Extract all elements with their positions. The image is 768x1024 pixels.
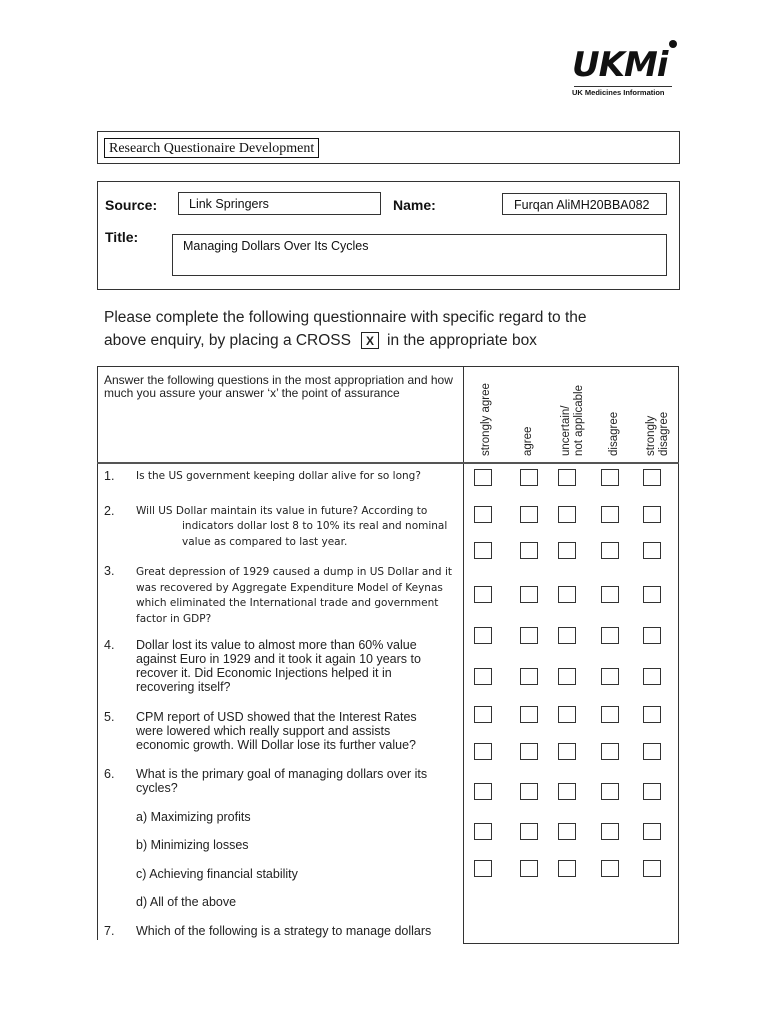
column-header-uncertain: uncertain/ xyxy=(560,405,572,456)
name-field[interactable]: Furqan AliMH20BBA082 xyxy=(502,193,667,215)
question-number: 7. xyxy=(104,924,115,938)
checkbox-row5-agree[interactable] xyxy=(520,627,538,644)
question-text: What is the primary goal of managing dollars over its cycles? xyxy=(136,767,428,795)
cross-example-icon: X xyxy=(361,332,379,349)
checkbox-row5-strongly-agree[interactable] xyxy=(474,627,492,644)
checkbox-row2-strongly-agree[interactable] xyxy=(474,506,492,523)
checkbox-row2-agree[interactable] xyxy=(520,506,538,523)
question-number: 6. xyxy=(104,767,115,781)
column-header-disagree-2: disagree xyxy=(658,411,670,456)
checkbox-row6-uncertain[interactable] xyxy=(558,668,576,685)
checkbox-row6-agree[interactable] xyxy=(520,668,538,685)
logo-wordmark: UKMi xyxy=(572,45,668,85)
checkbox-row3-agree[interactable] xyxy=(520,542,538,559)
checkbox-row4-uncertain[interactable] xyxy=(558,586,576,603)
table-column-divider xyxy=(463,366,464,944)
name-label: Name: xyxy=(393,197,436,213)
checkbox-row11-agree[interactable] xyxy=(520,860,538,877)
column-header-agree: agree xyxy=(522,426,534,456)
instructions xyxy=(104,306,664,352)
checkbox-row6-disagree[interactable] xyxy=(601,668,619,685)
checkbox-row4-strongly-disagree[interactable] xyxy=(643,586,661,603)
title-label: Title: xyxy=(105,229,139,245)
checkbox-row4-agree[interactable] xyxy=(520,586,538,603)
checkbox-row4-strongly-agree[interactable] xyxy=(474,586,492,603)
checkbox-row10-strongly-agree[interactable] xyxy=(474,823,492,840)
column-header-strongly-agree: strongly agree xyxy=(480,383,492,456)
question-number: 3. xyxy=(104,564,115,578)
checkbox-row9-strongly-agree[interactable] xyxy=(474,783,492,800)
ukmi-logo xyxy=(572,40,682,100)
checkbox-row6-strongly-disagree[interactable] xyxy=(643,668,661,685)
question-text: Great depression of 1929 caused a dump in US Dollar and it was recovered by Aggregate Expenditure Model of Keynas which eliminated the International trade and government factor in GDP? xyxy=(136,566,452,625)
answer-option-c: c) Achieving financial stability xyxy=(136,867,298,881)
checkbox-row3-strongly-disagree[interactable] xyxy=(643,542,661,559)
checkbox-row1-disagree[interactable] xyxy=(601,469,619,486)
checkbox-row7-disagree[interactable] xyxy=(601,706,619,723)
question-number: 1. xyxy=(104,469,115,483)
title-field[interactable]: Managing Dollars Over Its Cycles xyxy=(172,234,667,276)
question-text: CPM report of USD showed that the Interest Rates were lowered which really support and assists economic growth. Will Dollar lose its further value? xyxy=(136,710,417,752)
source-label: Source: xyxy=(105,197,158,213)
checkbox-row10-agree[interactable] xyxy=(520,823,538,840)
checkbox-row8-uncertain[interactable] xyxy=(558,743,576,760)
checkbox-row8-disagree[interactable] xyxy=(601,743,619,760)
question-text: Is the US government keeping dollar alive for so long? xyxy=(136,470,421,482)
checkbox-row5-uncertain[interactable] xyxy=(558,627,576,644)
checkbox-row1-strongly-disagree[interactable] xyxy=(643,469,661,486)
checkbox-row1-strongly-agree[interactable] xyxy=(474,469,492,486)
checkbox-row5-strongly-disagree[interactable] xyxy=(643,627,661,644)
checkbox-row9-agree[interactable] xyxy=(520,783,538,800)
answer-option-b: b) Minimizing losses xyxy=(136,838,249,852)
checkbox-row7-strongly-agree[interactable] xyxy=(474,706,492,723)
question-text-cont: indicators dollar lost 8 to 10% its real and nominal xyxy=(182,520,448,532)
checkbox-row7-uncertain[interactable] xyxy=(558,706,576,723)
answer-option-a: a) Maximizing profits xyxy=(136,810,251,824)
question-number: 4. xyxy=(104,638,115,652)
checkbox-row11-strongly-agree[interactable] xyxy=(474,860,492,877)
logo-rule xyxy=(574,86,672,87)
logo-dot-icon xyxy=(669,40,677,48)
checkbox-row11-uncertain[interactable] xyxy=(558,860,576,877)
question-text-cont: value as compared to last year. xyxy=(182,536,348,548)
document-title-label: Research Questionaire Development xyxy=(104,138,319,158)
checkbox-row11-strongly-disagree[interactable] xyxy=(643,860,661,877)
column-header-disagree: disagree xyxy=(608,411,620,456)
source-field[interactable]: Link Springers xyxy=(178,192,381,215)
column-header-not-applicable: not applicable xyxy=(573,385,585,456)
checkbox-row6-strongly-agree[interactable] xyxy=(474,668,492,685)
checkbox-row11-disagree[interactable] xyxy=(601,860,619,877)
checkbox-row3-strongly-agree[interactable] xyxy=(474,542,492,559)
checkbox-row10-strongly-disagree[interactable] xyxy=(643,823,661,840)
logo-subtitle: UK Medicines Information xyxy=(572,88,665,97)
checkbox-row8-strongly-disagree[interactable] xyxy=(643,743,661,760)
checkbox-row10-disagree[interactable] xyxy=(601,823,619,840)
answer-option-d: d) All of the above xyxy=(136,895,237,909)
checkbox-row3-uncertain[interactable] xyxy=(558,542,576,559)
checkbox-row10-uncertain[interactable] xyxy=(558,823,576,840)
checkbox-row7-agree[interactable] xyxy=(520,706,538,723)
table-frame-gap xyxy=(97,940,98,944)
checkbox-row7-strongly-disagree[interactable] xyxy=(643,706,661,723)
checkbox-row5-disagree[interactable] xyxy=(601,627,619,644)
question-text: Which of the following is a strategy to manage dollars xyxy=(136,924,432,938)
checkbox-row9-uncertain[interactable] xyxy=(558,783,576,800)
checkbox-row2-uncertain[interactable] xyxy=(558,506,576,523)
checkbox-row9-strongly-disagree[interactable] xyxy=(643,783,661,800)
checkbox-row3-disagree[interactable] xyxy=(601,542,619,559)
checkbox-row1-agree[interactable] xyxy=(520,469,538,486)
instructions-line1: Please complete the following questionnaire with specific regard to the xyxy=(104,309,587,326)
checkbox-row2-strongly-disagree[interactable] xyxy=(643,506,661,523)
question-text: Dollar lost its value to almost more than 60% value against Euro in 1929 and it took it again 10 years to recover it. Did Economic Injections helped it in recovering itself? xyxy=(136,638,421,694)
table-bottom-border xyxy=(463,943,679,944)
question-number: 5. xyxy=(104,710,115,724)
checkbox-row8-agree[interactable] xyxy=(520,743,538,760)
checkbox-row4-disagree[interactable] xyxy=(601,586,619,603)
instructions-line2: above enquiry, by placing a CROSS X in the appropriate box xyxy=(104,332,537,349)
checkbox-row8-strongly-agree[interactable] xyxy=(474,743,492,760)
checkbox-row2-disagree[interactable] xyxy=(601,506,619,523)
table-header-divider xyxy=(97,462,679,464)
checkbox-row1-uncertain[interactable] xyxy=(558,469,576,486)
question-number: 2. xyxy=(104,504,115,518)
question-text: Will US Dollar maintain its value in future? According to xyxy=(136,505,428,517)
table-header-instructions: Answer the following questions in the most appropriation and how much you assure your answer ‘x’ the point of assurance xyxy=(104,373,453,400)
checkbox-row9-disagree[interactable] xyxy=(601,783,619,800)
column-header-strongly: strongly xyxy=(645,415,657,456)
